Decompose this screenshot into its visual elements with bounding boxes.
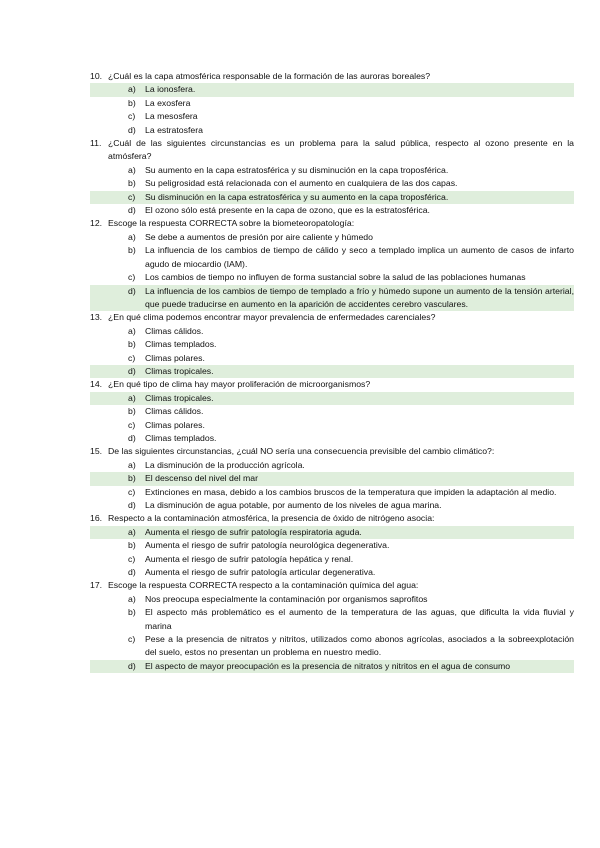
answer-option (90, 177, 574, 190)
answer-option (90, 231, 574, 244)
question (90, 137, 574, 164)
option-letter: d) (128, 500, 136, 510)
option-text: El descenso del nivel del mar (145, 473, 258, 484)
answer-option (90, 486, 574, 499)
answer-option (90, 432, 574, 445)
option-text: Climas tropicales. (145, 365, 214, 376)
option-letter: b) (128, 97, 136, 108)
answer-option (90, 352, 574, 365)
option-letter: c) (128, 352, 136, 363)
question-text: Respecto a la contaminación atmosférica, la presencia de óxido de nitrógeno asocia: (108, 513, 435, 524)
question-text: Escoge la respuesta CORRECTA sobre la biometeoropatología: (108, 218, 355, 229)
option-text: Extinciones en masa, debido a los cambios bruscos de la temperatura que impiden la adaptación al medio. (145, 486, 557, 497)
option-text: La influencia de los cambios de tiempo de templado a frío y húmedo supone un aumento de la tensión arterial, que puede traducirse en aumento en la aparición de accidentes cerebro vasculares. (145, 285, 574, 309)
option-letter: d) (128, 285, 136, 296)
option-text: Los cambios de tiempo no influyen de forma sustancial sobre la salud de las poblaciones humanas (145, 272, 526, 283)
option-text: La estratosfera (145, 124, 203, 135)
answer-option (90, 338, 574, 351)
answer-option (90, 499, 574, 512)
option-text: La ionosfera. (145, 84, 196, 95)
answer-option (90, 204, 574, 217)
option-letter: a) (128, 231, 136, 242)
option-letter: c) (128, 419, 136, 430)
option-text: Su disminución en la capa estratosférica y su aumento en la capa troposférica. (145, 191, 449, 202)
question (90, 217, 574, 230)
option-letter: b) (128, 540, 136, 551)
option-letter: c) (128, 486, 136, 497)
option-text: Se debe a aumentos de presión por aire caliente y húmedo (145, 231, 373, 242)
option-letter: c) (128, 111, 136, 122)
answer-option-correct (90, 285, 574, 312)
question (90, 445, 574, 458)
answer-option (90, 459, 574, 472)
question-text: ¿Cuál de las siguientes circunstancias es un problema para la salud pública, respecto al ozono presente en la atmósfera? (108, 138, 574, 162)
option-letter: a) (128, 526, 136, 537)
option-letter: a) (128, 593, 136, 604)
answer-option (90, 419, 574, 432)
question-text: ¿En qué clima podemos encontrar mayor prevalencia de enfermedades carenciales? (108, 312, 436, 323)
answer-option (90, 553, 574, 566)
answer-option-correct (90, 392, 574, 405)
answer-option (90, 566, 574, 579)
answer-option-correct (90, 191, 574, 204)
option-text: La disminución de agua potable, por aumento de los niveles de agua marina. (145, 500, 442, 510)
question-text: ¿En qué tipo de clima hay mayor proliferación de microorganismos? (108, 379, 371, 390)
option-text: Pese a la presencia de nitratos y nitritos, utilizados como abonos agrícolas, asociados a la sobreexplotación del suelo, estos no presentan un problema en nuestro medio. (145, 634, 574, 658)
answer-option-correct (90, 660, 574, 673)
option-letter: b) (128, 473, 136, 484)
option-letter: a) (128, 84, 136, 95)
option-text: Aumenta el riesgo de sufrir patología hepática y renal. (145, 553, 354, 564)
option-text: Aumenta el riesgo de sufrir patología articular degenerativa. (145, 567, 376, 578)
question-number: 11. (90, 138, 102, 149)
answer-option (90, 539, 574, 552)
question (90, 378, 574, 391)
question-number: 10. (90, 71, 103, 81)
option-letter: b) (128, 245, 136, 256)
answer-option (90, 124, 574, 137)
option-text: Aumenta el riesgo de sufrir patología respiratoria aguda. (145, 526, 362, 537)
option-text: El aspecto de mayor preocupación es la presencia de nitratos y nitritos en el agua de consumo (145, 660, 511, 671)
question (90, 579, 574, 592)
question-number: 16. (90, 513, 103, 524)
option-letter: d) (128, 432, 136, 443)
answer-option (90, 271, 574, 284)
option-text: Nos preocupa especialmente la contaminación por organismos saprofitos (145, 593, 428, 604)
option-text: Su peligrosidad está relacionada con el aumento en cualquiera de las dos capas. (145, 178, 458, 189)
option-letter: d) (128, 365, 136, 376)
option-letter: a) (128, 392, 136, 403)
option-letter: a) (128, 164, 136, 175)
option-letter: c) (128, 634, 136, 645)
question-number: 14. (90, 379, 103, 390)
option-letter: b) (128, 339, 136, 350)
question-list (90, 70, 574, 673)
question-number: 13. (90, 312, 103, 323)
answer-option-correct (90, 472, 574, 485)
option-letter: a) (128, 459, 136, 470)
option-text: La exosfera (145, 97, 191, 108)
option-letter: d) (128, 205, 136, 216)
question-number: 17. (90, 580, 103, 591)
question (90, 70, 574, 83)
option-text: La disminución de la producción agrícola. (145, 459, 305, 470)
option-letter: c) (128, 272, 136, 283)
option-letter: b) (128, 607, 136, 618)
answer-option (90, 593, 574, 606)
option-letter: d) (128, 124, 136, 135)
option-text: El aspecto más problemático es el aumento de la temperatura de las aguas, que dificulta la vida fluvial y marina (145, 607, 574, 631)
answer-option-correct (90, 365, 574, 378)
option-text: Climas cálidos. (145, 406, 204, 417)
answer-option (90, 110, 574, 123)
question-text: De las siguientes circunstancias, ¿cuál NO sería una consecuencia previsible del cambio climático?: (108, 446, 495, 457)
question-text: ¿Cuál es la capa atmosférica responsable de la formación de las auroras boreales? (108, 71, 431, 81)
option-letter: b) (128, 178, 136, 189)
option-text: Climas templados. (145, 339, 217, 350)
option-letter: a) (128, 325, 136, 336)
option-text: La influencia de los cambios de tiempo de cálido y seco a templado implica un aumento de casos de infarto agudo de miocardio (IAM). (145, 245, 574, 269)
answer-option (90, 405, 574, 418)
answer-option (90, 325, 574, 338)
option-letter: c) (128, 191, 136, 202)
option-text: Climas cálidos. (145, 325, 204, 336)
option-text: Climas polares. (145, 352, 205, 363)
answer-option (90, 633, 574, 660)
option-text: Aumenta el riesgo de sufrir patología neurológica degenerativa. (145, 540, 390, 551)
option-letter: b) (128, 406, 136, 417)
option-text: Climas templados. (145, 432, 217, 443)
question-number: 12. (90, 218, 103, 229)
answer-option (90, 164, 574, 177)
option-text: El ozono sólo está presente en la capa de ozono, que es la estratosférica. (145, 205, 430, 216)
option-text: La mesosfera (145, 111, 198, 122)
answer-option-correct (90, 526, 574, 539)
answer-option (90, 97, 574, 110)
option-text: Climas polares. (145, 419, 205, 430)
option-text: Climas tropicales. (145, 392, 214, 403)
question-text: Escoge la respuesta CORRECTA respecto a la contaminación química del agua: (108, 580, 419, 591)
answer-option-correct (90, 83, 574, 96)
option-letter: c) (128, 553, 136, 564)
question-number: 15. (90, 446, 103, 457)
answer-option (90, 244, 574, 271)
option-letter: d) (128, 567, 136, 578)
option-text: Su aumento en la capa estratosférica y su disminución en la capa troposférica. (145, 164, 449, 175)
question (90, 512, 574, 525)
answer-option (90, 606, 574, 633)
question (90, 311, 574, 324)
option-letter: d) (128, 660, 136, 671)
